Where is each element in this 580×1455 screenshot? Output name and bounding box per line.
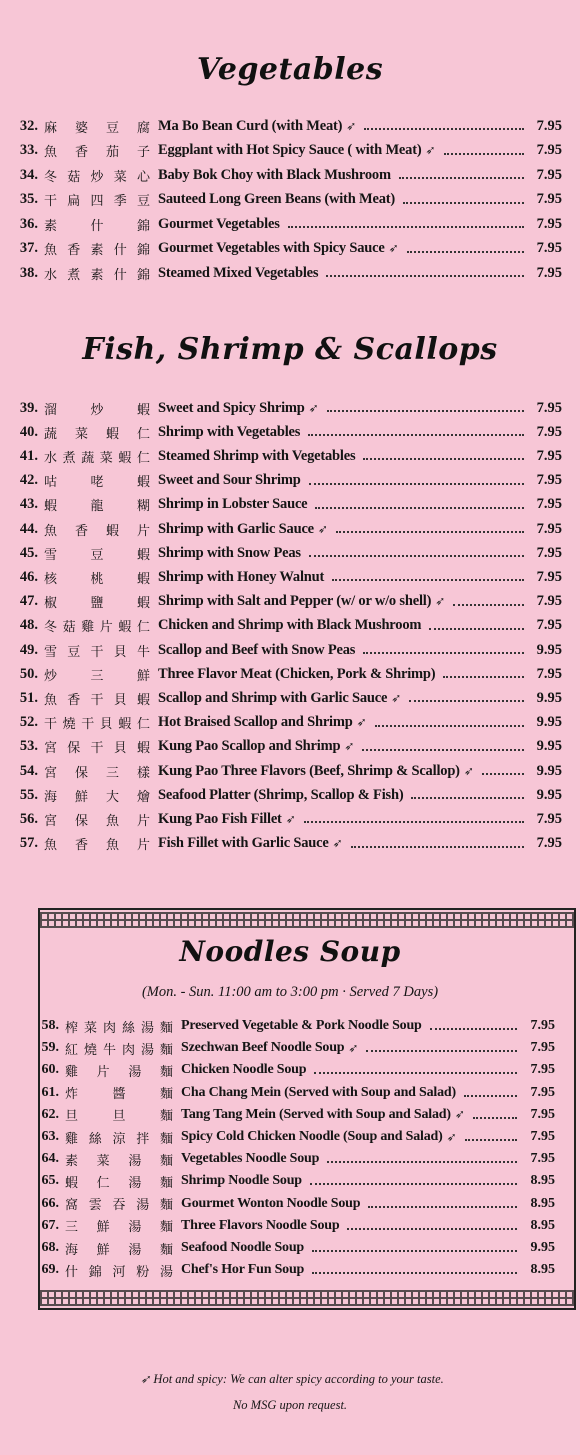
item-chinese-name: 雞 絲 涼 拌 麵 [65,1131,173,1147]
menu-item [0,420,580,444]
item-number: 52. [19,714,38,731]
item-english-name: Scallop and Shrimp with Garlic Sauce [158,689,388,706]
item-price: 7.95 [536,496,562,513]
dot-leader [363,458,524,460]
menu-item [0,565,580,589]
item-price: 7.95 [536,835,562,852]
item-english-name: Steamed Shrimp with Vegetables [158,447,356,464]
item-chinese-name: 海 鮮 湯 麵 [65,1242,173,1258]
item-english-name: Chicken Noodle Soup [181,1062,307,1078]
msg-note: No MSG upon request. [232,1398,348,1412]
item-chinese-name: 蝦 仁 湯 麵 [65,1175,173,1191]
pepper-icon: ➶ [463,763,474,778]
item-number: 63. [41,1129,59,1144]
dot-leader [444,153,524,155]
dot-leader [363,652,524,654]
item-chinese-name: 宮 保 魚 片 [44,813,150,829]
dot-leader [399,177,524,179]
item-number: 50. [19,665,38,682]
pepper-icon: ➶ [285,811,296,826]
item-english-name: Shrimp with Snow Peas [158,544,301,561]
menu-item [0,1104,580,1126]
item-number: 43. [19,496,38,513]
item-chinese-name: 核 桃 蝦 [44,571,150,587]
item-number: 35. [19,191,38,207]
item-chinese-name: 干 燒 干 貝 蝦 仁 [44,717,150,733]
item-english-name: Sauteed Long Green Beans (with Meat) [158,191,396,207]
dot-leader [430,1028,517,1030]
dot-leader [309,483,524,485]
pepper-icon: ➶ [348,1040,359,1055]
menu-item [0,1126,580,1148]
item-english-name: Shrimp with Salt and Pepper (w/ or w/o shell) [158,593,432,610]
dot-leader [315,507,524,509]
item-chinese-name: 溜 炒 蝦 [44,402,150,418]
item-number: 46. [19,568,38,585]
item-english-name: Ma Bo Bean Curd (with Meat) [158,117,343,134]
dot-leader [314,1072,517,1074]
item-chinese-name: 炒 三 鮮 [44,668,150,684]
menu-item [0,1259,580,1281]
dot-leader [409,700,524,702]
dot-leader [429,628,524,630]
dot-leader [473,1117,517,1119]
dot-leader [310,1183,517,1185]
dot-leader [312,1272,517,1274]
item-price: 7.95 [536,166,562,183]
menu-item [0,638,580,662]
menu-item [0,711,580,735]
item-english-name: Szechwan Beef Noodle Soup [181,1040,345,1056]
pepper-icon: ➶ [454,1107,465,1122]
item-price: 7.95 [536,423,562,440]
item-chinese-name: 水 煮 素 什 錦 [44,267,150,283]
item-price: 7.95 [530,1151,555,1167]
menu-item [0,163,580,187]
menu-item [0,212,580,236]
item-chinese-name: 窩 雲 吞 湯 麵 [65,1198,173,1214]
menu-item [0,1215,580,1237]
item-chinese-name: 蔬 菜 蝦 仁 [44,426,150,442]
item-english-name: Scallop and Beef with Snow Peas [158,641,356,658]
item-price: 7.95 [536,617,562,634]
dot-leader [351,846,524,848]
item-number: 33. [19,142,38,158]
item-chinese-name: 海 鮮 大 燴 [44,789,150,805]
item-english-name: Shrimp in Lobster Sauce [158,496,308,513]
item-english-name: Fish Fillet with Garlic Sauce [158,835,329,852]
item-chinese-name: 魚 香 魚 片 [44,838,150,854]
menu-item [0,662,580,686]
item-english-name: Gourmet Vegetables [158,215,280,232]
menu-item [0,735,580,759]
item-number: 69. [41,1262,59,1278]
item-english-name: Kung Pao Scallop and Shrimp [158,738,341,755]
item-price: 7.95 [536,520,562,537]
menu-item [0,139,580,163]
pepper-icon: ➶ [332,836,343,851]
item-english-name: Eggplant with Hot Spicy Sauce ( with Meat) [158,142,422,158]
item-price: 7.95 [536,593,562,610]
item-english-name: Shrimp with Vegetables [158,423,301,440]
item-price: 9.95 [536,714,562,731]
menu-item [0,686,580,710]
item-price: 7.95 [536,544,562,561]
item-number: 32. [19,117,38,134]
item-english-name: Gourmet Wonton Noodle Soup [181,1195,361,1211]
item-number: 42. [19,472,38,489]
dot-leader [308,434,524,436]
item-english-name: Three Flavor Meat (Chicken, Pork & Shrimp) [158,665,436,682]
vegetables-title: Vegetables [196,52,384,87]
dot-leader [347,1228,517,1230]
item-number: 34. [19,166,38,183]
item-price: 9.95 [536,689,562,706]
item-price: 7.95 [536,191,562,207]
item-number: 64. [41,1151,59,1167]
item-chinese-name: 冬 菇 炒 菜 心 [44,169,150,185]
item-price: 7.95 [536,117,562,134]
menu-item [0,517,580,541]
item-number: 36. [19,215,38,232]
dot-leader [407,251,524,253]
pepper-icon: ➶ [425,143,436,157]
item-english-name: Shrimp with Garlic Sauce [158,520,314,537]
item-chinese-name: 干 扁 四 季 豆 [44,194,150,209]
pepper-icon: ➶ [346,118,357,133]
dot-leader [362,749,524,751]
dot-leader [309,555,524,557]
dot-leader [375,725,524,727]
menu-item [0,614,580,638]
item-chinese-name: 三 鮮 湯 麵 [65,1220,173,1236]
menu-item [0,759,580,783]
dot-leader [336,531,524,533]
item-number: 68. [41,1240,59,1255]
item-price: 7.95 [536,142,562,158]
item-number: 45. [19,544,38,561]
item-number: 44. [19,520,38,537]
item-chinese-name: 椒 鹽 蝦 [44,596,150,612]
item-english-name: Hot Braised Scallop and Shrimp [158,714,353,731]
item-price: 7.95 [530,1106,555,1122]
item-chinese-name: 素 什 錦 [44,218,150,234]
item-chinese-name: 麻 婆 豆 腐 [44,120,150,136]
item-price: 7.95 [536,240,562,256]
menu-item [0,469,580,493]
item-english-name: Shrimp Noodle Soup [181,1173,302,1189]
item-number: 67. [41,1217,59,1233]
menu-item [0,444,580,468]
dot-leader [453,604,524,606]
item-english-name: Preserved Vegetable & Pork Noodle Soup [181,1018,422,1033]
item-number: 66. [41,1195,59,1211]
item-price: 7.95 [530,1040,555,1056]
item-chinese-name: 雪 豆 干 貝 牛 [44,644,150,660]
dot-leader [327,1161,517,1163]
item-chinese-name: 魚 香 素 什 錦 [44,243,150,258]
item-number: 54. [19,762,38,779]
dot-leader [464,1095,517,1097]
dot-leader [403,202,524,204]
item-chinese-name: 魚 香 蝦 片 [44,523,150,539]
pepper-icon: ➶ [356,715,367,730]
menu-item [0,783,580,807]
menu-item [0,1193,580,1215]
menu-item [0,1082,580,1104]
item-english-name: Chef's Hor Fun Soup [181,1262,305,1278]
dot-leader [482,773,524,775]
menu-item [0,237,580,261]
item-price: 9.95 [536,738,562,755]
item-english-name: Baby Bok Choy with Black Mushroom [158,166,391,183]
dot-leader [312,1250,517,1252]
dot-leader [443,676,524,678]
noodles-hours: (Mon. - Sun. 11:00 am to 3:00 pm · Served 7 Days) [141,984,439,1000]
noodles-title: Noodles Soup [179,935,401,968]
dot-leader [332,579,524,581]
item-price: 7.95 [536,447,562,464]
menu-item [0,1170,580,1192]
item-number: 62. [41,1106,59,1122]
item-number: 58. [41,1018,59,1033]
item-number: 65. [41,1173,59,1189]
item-number: 38. [19,264,38,281]
item-chinese-name: 冬 菇 雞 片 蝦 仁 [44,620,150,636]
item-number: 48. [19,617,38,634]
dot-leader [368,1206,517,1208]
item-chinese-name: 水 煮 蔬 菜 蝦 仁 [44,450,150,466]
item-chinese-name: 紅 燒 牛 肉 湯 麵 [65,1042,173,1058]
item-english-name: Sweet and Sour Shrimp [158,472,301,489]
dot-leader [366,1050,517,1052]
spicy-note: ➶ Hot and spicy: We can alter spicy according to your taste. [140,1372,444,1386]
item-chinese-name: 魚 香 茄 子 [44,145,150,160]
item-number: 53. [19,738,38,755]
menu-item [0,261,580,285]
item-number: 55. [19,786,38,803]
item-chinese-name: 蝦 龍 糊 [44,499,150,515]
menu-item [0,1037,580,1059]
pepper-icon: ➶ [140,1372,151,1386]
pepper-icon: ➶ [344,739,355,754]
item-english-name: Seafood Platter (Shrimp, Scallop & Fish) [158,786,404,803]
dot-leader [364,128,524,130]
item-price: 7.95 [536,399,562,416]
item-english-name: Three Flavors Noodle Soup [181,1217,340,1233]
item-chinese-name: 素 菜 湯 麵 [65,1153,173,1169]
menu-item [0,807,580,831]
item-price: 7.95 [536,264,562,281]
item-price: 7.95 [536,810,562,827]
menu-item [0,493,580,517]
pepper-icon: ➶ [391,690,402,705]
seafood-title: Fish, Shrimp & Scallops [82,332,498,367]
item-price: 8.95 [530,1195,555,1211]
item-english-name: Shrimp with Honey Walnut [158,568,325,585]
item-chinese-name: 宮 保 干 貝 蝦 [44,741,150,757]
menu-item [0,188,580,212]
menu-item [0,541,580,565]
item-number: 49. [19,641,38,658]
item-chinese-name: 旦 旦 麵 [65,1109,173,1125]
item-price: 7.95 [536,665,562,682]
item-price: 7.95 [536,472,562,489]
dot-leader [411,797,524,799]
item-number: 57. [19,835,38,852]
item-english-name: Steamed Mixed Vegetables [158,264,319,281]
item-number: 37. [19,240,38,256]
item-number: 61. [41,1084,59,1100]
item-chinese-name: 咕 咾 蝦 [44,475,150,491]
item-number: 60. [41,1062,59,1078]
menu-item [0,1059,580,1081]
item-english-name: Gourmet Vegetables with Spicy Sauce [158,240,385,256]
item-price: 7.95 [536,568,562,585]
dot-leader [304,821,524,823]
item-english-name: Spicy Cold Chicken Noodle (Soup and Salad) [181,1129,443,1144]
item-price: 7.95 [530,1018,555,1033]
pepper-icon: ➶ [435,594,446,609]
item-price: 8.95 [530,1262,555,1278]
item-number: 40. [19,423,38,440]
item-chinese-name: 榨 菜 肉 絲 湯 麵 [65,1020,173,1036]
dot-leader [288,226,524,228]
item-english-name: Tang Tang Mein (Served with Soup and Salad) [181,1106,451,1122]
pepper-icon: ➶ [317,521,328,536]
dot-leader [326,275,524,277]
item-english-name: Cha Chang Mein (Served with Soup and Salad) [181,1084,456,1100]
menu-item [0,114,580,138]
item-number: 39. [19,399,38,416]
menu-item [0,590,580,614]
item-english-name: Seafood Noodle Soup [181,1240,305,1255]
item-number: 41. [19,447,38,464]
pepper-icon: ➶ [446,1129,457,1144]
item-english-name: Kung Pao Three Flavors (Beef, Shrimp & Scallop) [158,762,460,779]
dot-leader [327,410,524,412]
item-price: 8.95 [530,1217,555,1233]
pepper-icon: ➶ [308,400,319,415]
pepper-icon: ➶ [388,241,399,255]
item-price: 9.95 [536,641,562,658]
item-number: 51. [19,689,38,706]
item-price: 9.95 [530,1240,555,1255]
item-chinese-name: 炸 醬 麵 [65,1087,173,1103]
item-number: 56. [19,810,38,827]
item-english-name: Vegetables Noodle Soup [181,1151,320,1167]
item-chinese-name: 什 錦 河 粉 湯 [65,1264,173,1280]
item-price: 7.95 [530,1062,555,1078]
item-price: 7.95 [530,1084,555,1100]
item-chinese-name: 魚 香 干 貝 蝦 [44,692,150,708]
menu-item [0,832,580,856]
item-price: 7.95 [536,215,562,232]
item-chinese-name: 雞 片 湯 麵 [65,1064,173,1080]
dot-leader [465,1139,517,1141]
menu-item [0,1237,580,1259]
item-price: 8.95 [530,1173,555,1189]
item-number: 59. [41,1040,59,1056]
menu-item [0,1015,580,1037]
item-chinese-name: 宮 保 三 樣 [44,765,150,781]
menu-item [0,396,580,420]
fret-border-bottom [40,1290,574,1306]
menu-item [0,1148,580,1170]
item-price: 9.95 [536,786,562,803]
item-english-name: Chicken and Shrimp with Black Mushroom [158,617,422,634]
item-english-name: Kung Pao Fish Fillet [158,810,282,827]
item-chinese-name: 雪 豆 蝦 [44,547,150,563]
fret-border-top [40,912,574,928]
item-price: 7.95 [530,1129,555,1144]
item-number: 47. [19,593,38,610]
item-price: 9.95 [536,762,562,779]
item-english-name: Sweet and Spicy Shrimp [158,399,305,416]
